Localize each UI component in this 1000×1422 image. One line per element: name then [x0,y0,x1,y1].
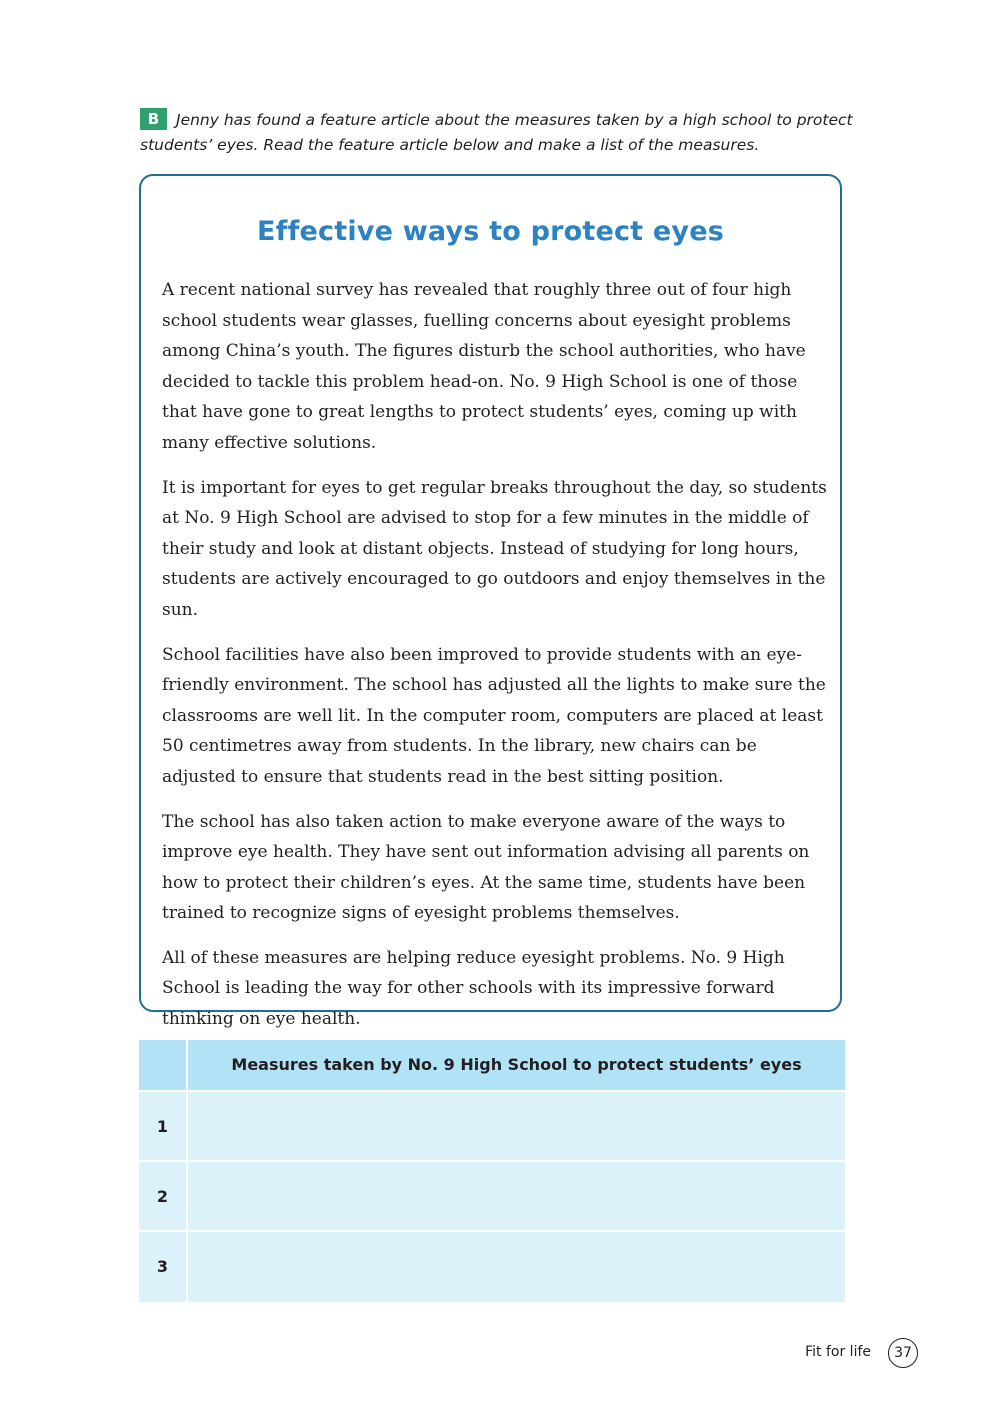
table-row [139,1162,845,1230]
instruction-text: Jenny has found a feature article about the measures taken by a high school to protect students’ eyes. Read the feature article below and make a list of the measures. [140,111,853,154]
article-title: Effective ways to protect eyes [256,216,724,247]
page-number: 37 [888,1338,918,1368]
table-header [139,1040,845,1090]
article-body [162,275,834,1049]
row-number: 1 [156,1117,169,1136]
article-paragraph: All of these measures are helping reduce eyesight problems. No. 9 High School is leading the way for other schools with its impressive forward thinking on eye health. [162,947,785,1030]
article-paragraph: It is important for eyes to get regular breaks throughout the day, so students at No. 9 High School are advised to stop for a few minutes in the middle of their study and look at distant objects. Instead of studying for long hours, students are actively encouraged to go outdoors and enjoy themselves in the sun. [162,477,827,620]
row-number: 2 [156,1187,169,1206]
answer-cell[interactable] [188,1092,845,1160]
article-paragraph: The school has also taken action to make everyone aware of the ways to improve eye health. They have sent out information advising all parents on how to protect their children’s eyes. At the same time, students have been trained to recognize signs of eyesight problems themselves. [162,811,810,924]
measures-table [139,1040,845,1302]
table-divider [139,1160,845,1162]
table-row [139,1092,845,1160]
article-paragraph: School facilities have also been improved to provide students with an eye-friendly environment. The school has adjusted all the lights to make sure the classrooms are well lit. In the computer room, computers are placed at least 50 centimetres away from students. In the library, new chairs can be adjusted to ensure that students read in the best sitting position. [162,644,826,787]
table-divider [139,1230,845,1232]
article-paragraph: A recent national survey has revealed that roughly three out of four high school students wear glasses, fuelling concerns about eyesight problems among China’s youth. The figures disturb the school authorities, who have decided to tackle this problem head-on. No. 9 High School is one of those that have gone to great lengths to protect students’ eyes, coming up with many effective solutions. [162,280,806,453]
table-row [139,1232,845,1300]
table-column-divider [186,1040,188,1302]
answer-cell[interactable] [188,1162,845,1230]
footer-label: Fit for life [805,1344,871,1360]
row-number: 3 [156,1257,169,1276]
table-header-text: Measures taken by No. 9 High School to protect students’ eyes [231,1055,802,1074]
instruction [140,108,860,158]
section-badge: B [140,108,167,130]
table-divider [139,1090,845,1092]
answer-cell[interactable] [188,1232,845,1300]
article-box [139,174,842,1030]
